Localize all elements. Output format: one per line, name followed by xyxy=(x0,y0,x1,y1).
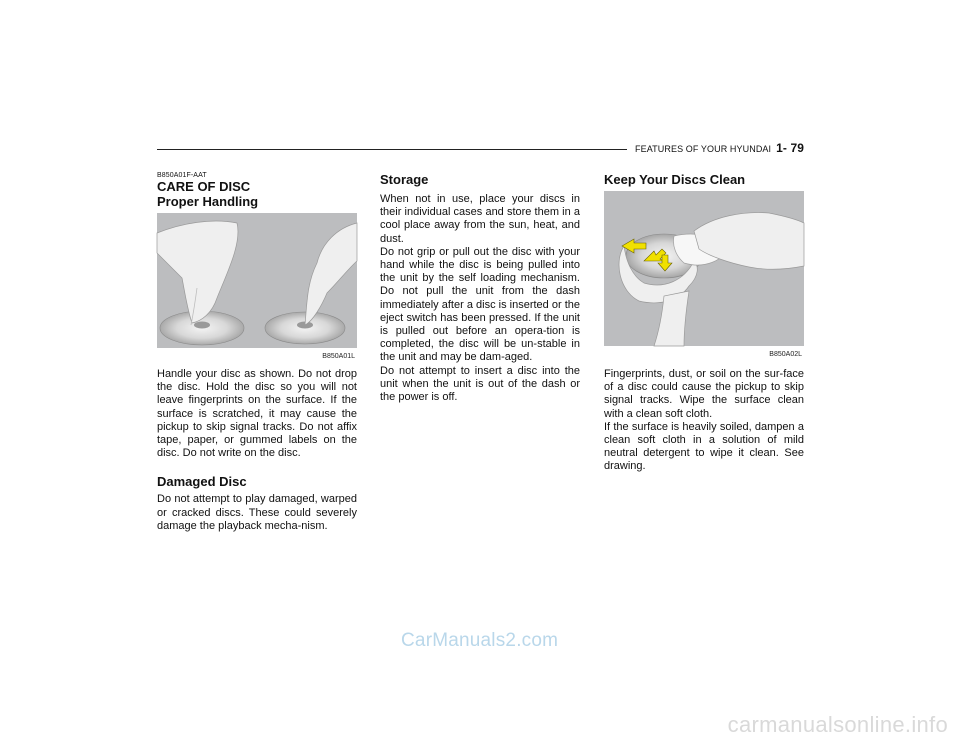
clean-paragraph-2: If the surface is heavily soiled, dampen a clean soft cloth in a solution of mild neutral detergent to wipe it clean. See drawing. xyxy=(604,420,804,473)
figure-disc-handling xyxy=(157,213,357,360)
column-middle xyxy=(380,172,580,404)
subsection-title-damaged-disc: Damaged Disc xyxy=(157,474,247,490)
subsection-title-proper-handling: Proper Handling xyxy=(157,194,259,209)
watermark-carmanuals2: CarManuals2.com xyxy=(401,630,559,651)
column-left xyxy=(157,172,357,533)
figure-code: B850A01L xyxy=(322,353,355,360)
hands-holding-discs-illustration xyxy=(157,213,357,348)
figure-disc-cleaning xyxy=(604,191,804,358)
page-number: 1- 79 xyxy=(776,141,804,155)
watermark-carmanualsonline: carmanualsonline.info xyxy=(727,712,948,737)
subsection-title-keep-discs-clean: Keep Your Discs Clean xyxy=(604,172,746,187)
section-code: B850A01F-AAT xyxy=(157,172,207,179)
section-title: FEATURES OF YOUR HYUNDAI xyxy=(635,144,772,154)
hands-cleaning-disc-illustration xyxy=(604,191,804,346)
header-rule xyxy=(157,149,627,150)
subsection-title-storage: Storage xyxy=(380,172,429,187)
page-header xyxy=(635,141,804,155)
storage-paragraph-2: Do not grip or pull out the disc with your hand while the disc is being pulled into the unit by the self loading mechanism. Do not pull the unit from the dash immediately after a disc is inserted or the eject switch has been pressed. If the unit is pulled out before an opera-tion is completed, the disc will be un-stable in the unit and may be dam-aged. xyxy=(380,245,580,364)
column-right xyxy=(604,172,804,474)
clean-paragraph-1: Fingerprints, dust, or soil on the sur-face of a disc could cause the pickup to skip signal tracks. Wipe the surface clean with a clean soft cloth. xyxy=(604,368,804,420)
storage-paragraph-3: Do not attempt to insert a disc into the unit when the unit is out of the dash or the power is off. xyxy=(380,364,580,404)
figure-code: B850A02L xyxy=(769,351,802,358)
handling-paragraph: Handle your disc as shown. Do not drop the disc. Hold the disc so you will not leave fingerprints on the surface. If the surface is scratched, it may cause the pickup to skip signal tracks. Do not affix tape, paper, or gummed labels on the disc. Do not write on the disc. xyxy=(157,368,357,460)
damaged-paragraph: Do not attempt to play damaged, warped or cracked discs. These could severely damage the playback mecha-nism. xyxy=(157,493,357,532)
section-title-care-of-disc: CARE OF DISC xyxy=(157,179,251,194)
storage-paragraph-1: When not in use, place your discs in their individual cases and store them in a cool place away from the sun, heat, and dust. xyxy=(380,193,580,245)
